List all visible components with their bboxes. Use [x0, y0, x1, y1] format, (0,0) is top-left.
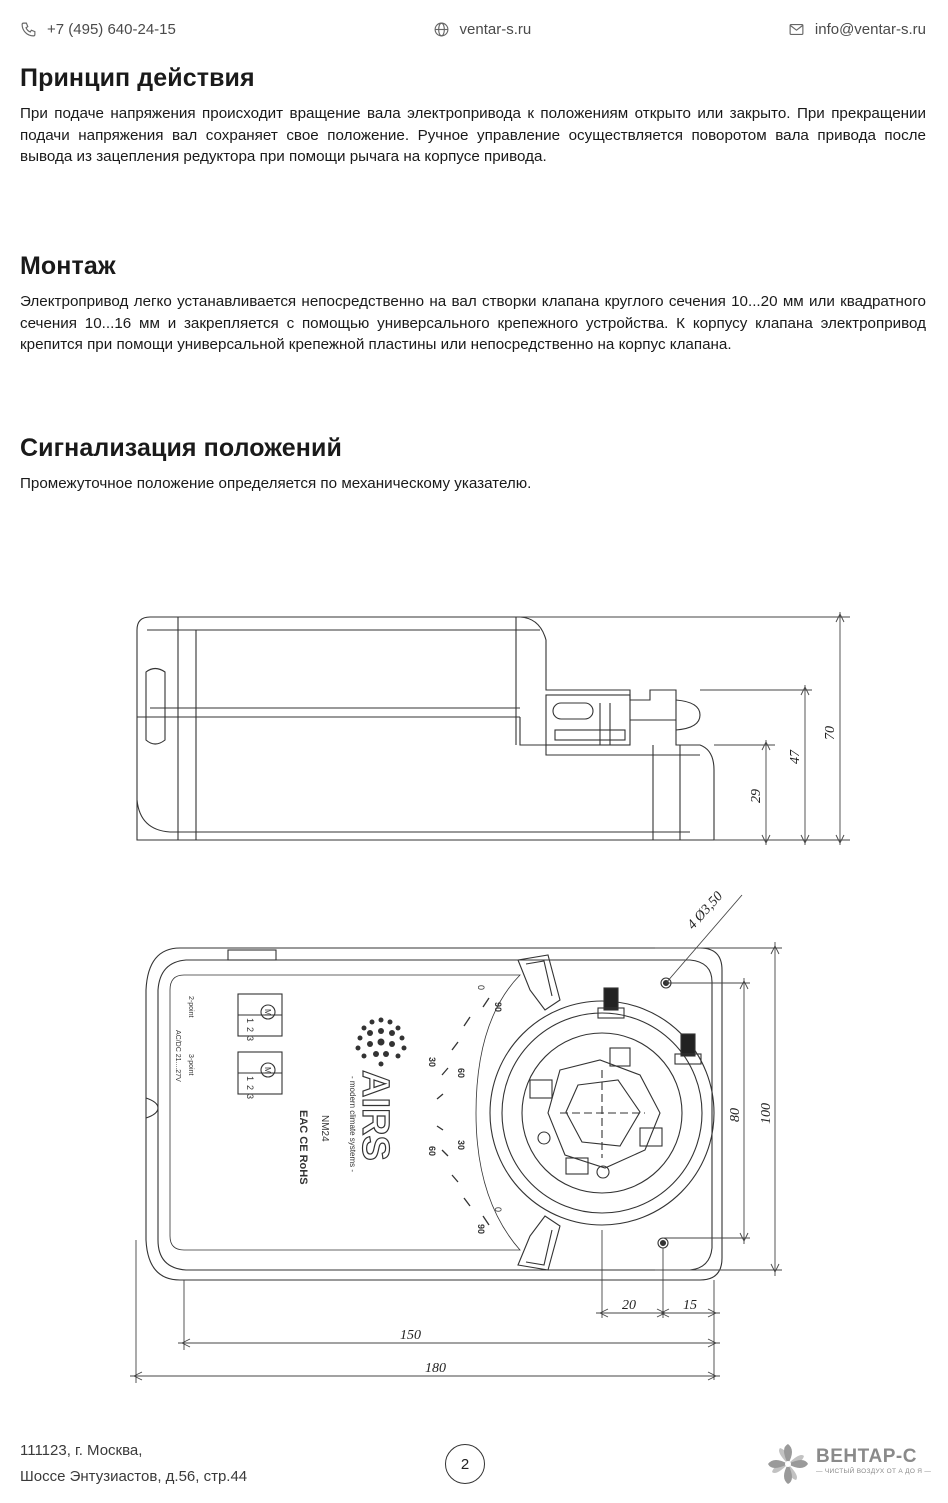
address-line-2: Шоссе Энтузиастов, д.56, стр.44 [20, 1468, 248, 1485]
dim-20: 20 [622, 1298, 636, 1313]
phone-number: +7 (495) 640-24-15 [47, 20, 176, 38]
page-number: 2 [445, 1444, 485, 1484]
hole-label: 4 Ø3,50 [684, 889, 727, 933]
section-position-signaling [20, 434, 926, 495]
terminal-2a: 2 [245, 1027, 255, 1033]
scale-label: 0 [493, 1207, 503, 1213]
fan-icon [766, 1442, 810, 1486]
voltage-label: AC/DC 21....27V [174, 1030, 181, 1082]
dim-100: 100 [759, 1103, 774, 1124]
address-line-1: 111123, г. Москва, [20, 1442, 143, 1459]
page-footer [0, 1430, 948, 1500]
phone-icon [20, 21, 37, 38]
section-operating-principle [20, 64, 926, 168]
globe-icon [433, 21, 450, 38]
contact-bar [20, 18, 926, 40]
motor-label-b: M [263, 1067, 272, 1074]
brand-label: AIRS [354, 1070, 396, 1161]
scale-label: 30 [456, 1140, 466, 1151]
dim-70: 70 [823, 726, 838, 740]
site-url: ventar-s.ru [459, 20, 532, 38]
terminal-3a: 3 [245, 1036, 255, 1042]
dim-80: 80 [728, 1108, 743, 1122]
site-contact[interactable] [433, 21, 532, 38]
technical-drawing [0, 600, 948, 1390]
scale-label: 60 [456, 1068, 466, 1079]
section-title: Сигнализация положений [20, 434, 342, 462]
motor-label-a: M [263, 1009, 272, 1016]
scale-label: 60 [427, 1146, 437, 1157]
dim-15: 15 [683, 1298, 697, 1313]
section-title: Принцип действия [20, 64, 255, 92]
section-title: Монтаж [20, 252, 116, 280]
terminal-1b: 1 [245, 1076, 255, 1082]
wiring-2point: 2-point [187, 996, 194, 1018]
dim-180: 180 [425, 1361, 446, 1376]
dim-29: 29 [749, 789, 764, 803]
section-mounting [20, 252, 926, 356]
side-view [137, 612, 850, 845]
logo-text: ВЕНТАР-С [816, 1446, 917, 1467]
address [20, 1438, 247, 1490]
email-address: info@ventar-s.ru [814, 20, 926, 38]
phone-contact[interactable] [20, 21, 176, 38]
scale-label: 90 [476, 1224, 486, 1235]
model-label: NM24 [319, 1115, 330, 1142]
scale-label: 0 [476, 985, 486, 991]
logo-tagline: — ЧИСТЫЙ ВОЗДУХ ОТ А ДО Я — [816, 1468, 932, 1475]
terminal-1a: 1 [245, 1018, 255, 1024]
company-logo [766, 1442, 930, 1486]
cert-marks: EAC CE RoHS [297, 1110, 309, 1185]
terminal-3b: 3 [245, 1094, 255, 1100]
mail-icon [788, 21, 805, 38]
scale-label: 90 [493, 1002, 503, 1013]
email-contact[interactable] [788, 21, 926, 38]
dim-150: 150 [400, 1328, 421, 1343]
dim-47: 47 [788, 750, 803, 764]
section-text: При подаче напряжения происходит вращение вала электропривода к положениям открыто или закрыто. При прекращении подачи напряжения вал сохраняет свое положение. Ручное управление осуществляется поворотом вала привода после вывода из зацепления редуктора при помощи рычага на корпусе привода. [20, 105, 926, 165]
section-text: Электропривод легко устанавливается непосредственно на вал створки клапана круглого сечения 10...20 мм или квадратного сечения 10...16 мм и закрепляется с помощью универсального крепежного устройства. К корпусу клапана электропривод крепится при помощи универсальной крепежной пластины или непосредственно на корпус клапана. [20, 293, 926, 353]
scale-label: 30 [427, 1057, 437, 1068]
wiring-3point: 3-point [187, 1054, 194, 1076]
brand-subtitle: - modern climate systems - [348, 1076, 357, 1173]
section-text: Промежуточное положение определяется по механическому указателю. [20, 475, 532, 492]
terminal-2b: 2 [245, 1085, 255, 1091]
